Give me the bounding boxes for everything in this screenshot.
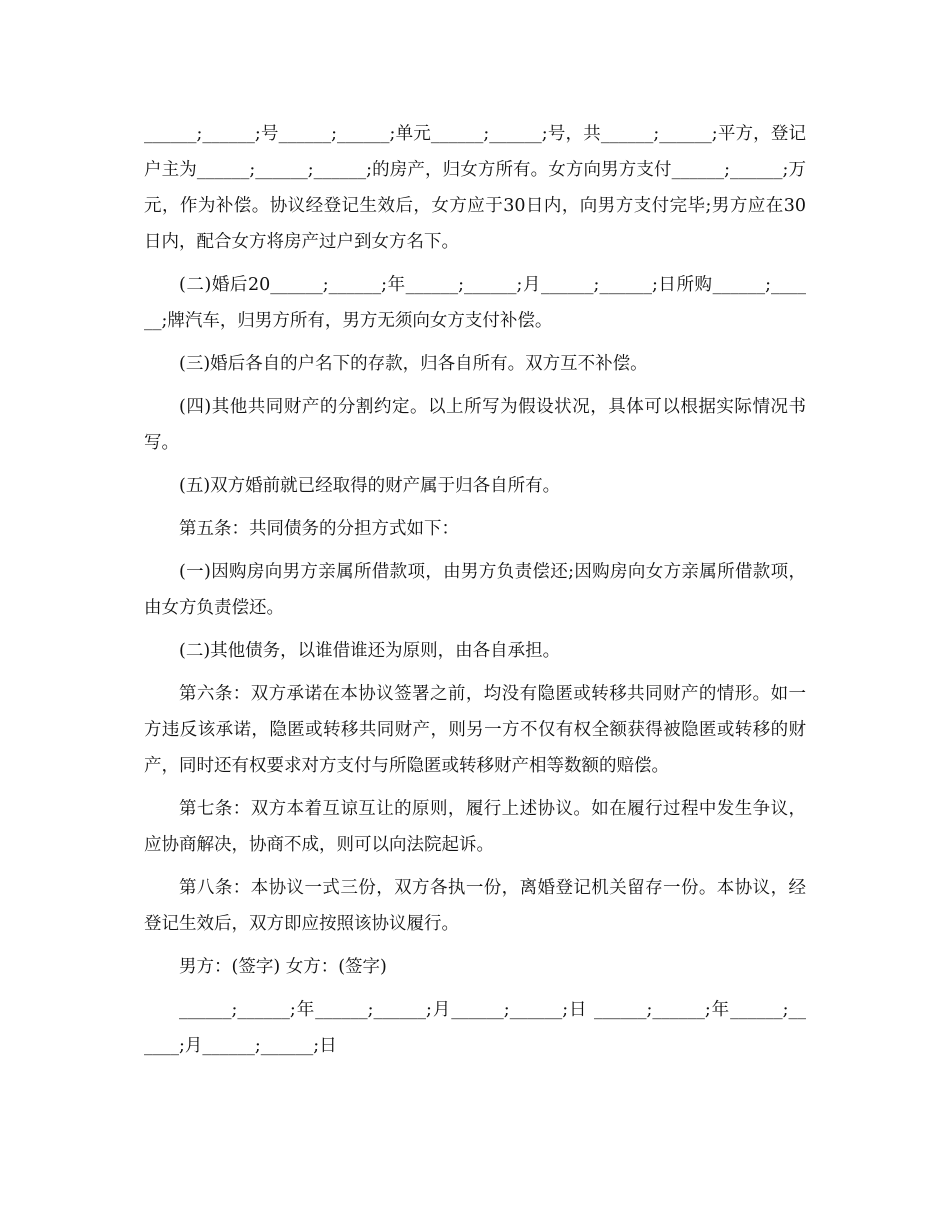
paragraph-debt-house-loan: (一)因购房向男方亲属所借款项，由男方负责偿还;因购房向女方亲属所借款项，由女方负责偿还。 <box>144 562 806 618</box>
paragraph-property-car: (二)婚后20______;______;年______;______;月______;______;日所购______;______;牌汽车，归男方所有，男方无须向女方支付补偿。 <box>144 275 806 331</box>
paragraph-property-house: ______;______;号______;______;单元______;______;号，共______;______;平方，登记户主为______;______;______;的房产，归女方所有。女方向男方支付______;______;万元，作为补偿。协议经登记生效后，女方应于30日内，向男方支付完毕;男方应在30日内，配合女方将房产过户到女方名下。 <box>144 124 806 252</box>
article-five-heading: 第五条：共同债务的分担方式如下： <box>179 519 459 539</box>
paragraph-property-other: (四)其他共同财产的分割约定。以上所写为假设状况，具体可以根据实际情况书写。 <box>144 397 806 453</box>
article-six: 第六条：双方承诺在本协议签署之前，均没有隐匿或转移共同财产的情形。如一方违反该承诺，隐匿或转移共同财产，则另一方不仅有权全额获得被隐匿或转移的财产，同时还有权要求对方支付与所隐匿或转移财产相等数额的赔偿。 <box>144 684 806 776</box>
document-body <box>144 116 806 1071</box>
paragraph-debt-other: (二)其他债务，以谁借谁还为原则，由各自承担。 <box>179 641 561 661</box>
signature-line: 男方：(签字) 女方：(签字) <box>179 957 387 977</box>
date-line: ______;______;年______;______;月______;______;日 ______;______;年______;______;月______;______;日 <box>144 1000 806 1056</box>
paragraph-property-premarital: (五)双方婚前就已经取得的财产属于归各自所有。 <box>179 476 561 496</box>
article-seven: 第七条：双方本着互谅互让的原则，履行上述协议。如在履行过程中发生争议，应协商解决，协商不成，则可以向法院起诉。 <box>144 799 806 855</box>
paragraph-property-deposits: (三)婚后各自的户名下的存款，归各自所有。双方互不补偿。 <box>179 354 648 374</box>
article-eight: 第八条：本协议一式三份，双方各执一份，离婚登记机关留存一份。本协议，经登记生效后，双方即应按照该协议履行。 <box>144 878 806 934</box>
